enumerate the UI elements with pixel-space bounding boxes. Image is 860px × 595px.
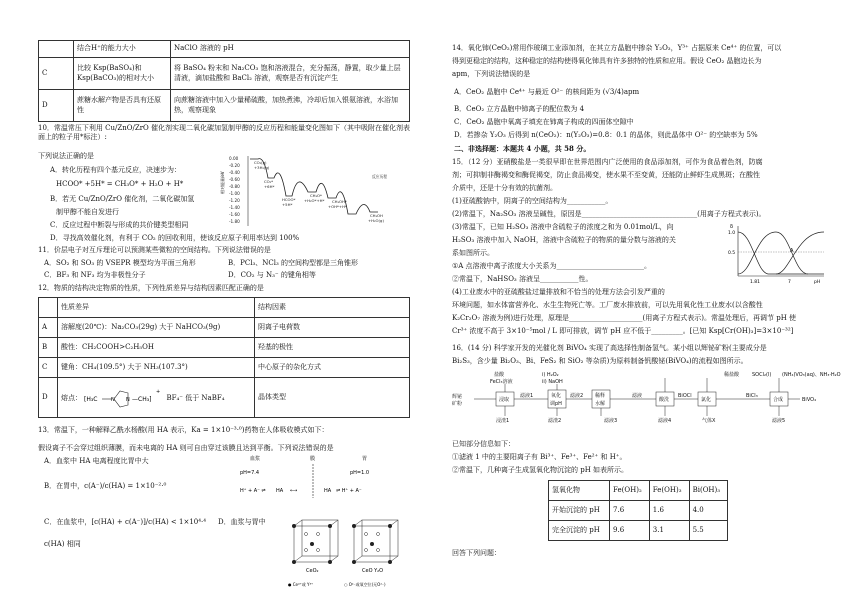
- q13-option-c: C．在血浆中，[c(HA) + c(A⁻)]/c(HA) < 1×10⁴·⁴: [44, 518, 207, 526]
- legend-ce: ● Ce⁴⁺或 Y³⁺: [288, 582, 314, 587]
- membrane-label: 膜: [310, 456, 316, 462]
- species-label: +5H*: [282, 202, 293, 207]
- q15-part3b: H₂SO₃ 溶液中加入 NaOH，溶液中含硫粒子的物质的量分数与溶液的关: [452, 236, 676, 244]
- q14-stem2: 得到更稳定的结构，这种稳定的结构使得氧化铈具有许多独特的性质和应用。假设 CeO₂ 晶胞边长为: [452, 57, 762, 65]
- ceoy2o-label: CeO Y₂O: [362, 568, 384, 574]
- table-row: A 溶解度(20℃)：Na₂CO₃(29g) 大于 NaHCO₃(9g) 阴离子电荷数: [39, 318, 410, 338]
- svg-text:酸洗: 酸洗: [659, 397, 670, 403]
- q13-line2: 假设离子不会穿过组织薄膜，而未电离的 HA 则可自由穿过该膜且达到平衡。下列说法错误的是: [38, 444, 334, 452]
- species-label: CO₂(g): [254, 160, 267, 165]
- svg-text:BiCl₃: BiCl₃: [746, 393, 758, 399]
- q14-option-a: A．CeO₂ 晶胞中 Ce⁴⁺ 与最近 O²⁻ 的核间距为 (√3/4)apm: [454, 88, 640, 96]
- table-row: D 蔗糖水解产物是否具有还原性 向蔗糖溶液中加入少量稀硫酸，加热煮沸，冷却后加入银氨溶液，水浴加热，观察现象: [39, 90, 410, 122]
- ceo2-label: CeO₂: [306, 568, 319, 574]
- ytick: 0.00: [229, 156, 239, 161]
- table-row: 完全沉淀的 pH 9.6 3.1 5.5: [549, 521, 728, 541]
- svg-text:—CH₃]: —CH₃]: [132, 395, 152, 403]
- q15-part3d: ①A 点溶液中离子浓度大小关系为_________________________。: [452, 262, 652, 270]
- table-row: 结合H⁺的能力大小 NaClO 溶液的 pH: [39, 41, 410, 58]
- q14-stem3: apm，下列说法错误的是: [452, 70, 531, 78]
- q15-line1: 15．（12 分）亚硝酸盐是一类很早即在世界范围内广泛使用的食品添加剂，可作为食品着色剂，防腐: [452, 158, 763, 166]
- species-label: +OH*+H*: [328, 204, 347, 209]
- ytick: -0.80: [229, 184, 240, 189]
- q11-option-a: A．SO₂ 和 SO₃ 的 VSEPR 模型均为平面三角形: [44, 259, 196, 267]
- q10-option-d: D．寻找高效催化剂，有利于 CO₂ 的回收利用，使该反应原子利用率达到 100%: [50, 234, 300, 242]
- q15-part4b: 环境问题，如水体富营养化、水生生物死亡等。工厂废水排放前，可以先用氧化性工业废水(以含酸性: [452, 301, 763, 309]
- svg-text:H⁺ + A⁻ ⇌: H⁺ + A⁻ ⇌: [240, 488, 266, 494]
- ytick: -1.60: [229, 212, 240, 217]
- q15-part3: (3)常温下，已知 H₂SO₃ 溶液中含硫粒子的浓度之和为 0.01mol/L，向: [452, 223, 674, 231]
- imidazolium-structure-image: [84, 385, 164, 411]
- q9-table: [38, 40, 410, 122]
- svg-text:+: +: [156, 388, 161, 395]
- table-row: C 键角：CH₄(109.5°) 大于 NH₃(107.3°) 中心原子的杂化方式: [39, 358, 410, 378]
- species-label: +6H*: [264, 184, 275, 189]
- ytick: -0.40: [229, 170, 240, 175]
- q14-option-d: D．若掺杂 Y₂O₃ 后得到 n(CeO₂)：n(Y₂O₃)=0.8：0.1 的晶体，则此晶体中 O²⁻ 的空缺率为 5%: [454, 131, 758, 139]
- q15-part2: (2)常温下，Na₂SO₃ 溶液呈碱性，原因是_________________________________(用离子方程式表示)。: [452, 210, 766, 218]
- chart-ytick: 0.5: [728, 251, 736, 256]
- q10-option-c: C．反应过程中断裂与形成的共价键类型相同: [50, 221, 189, 229]
- table-row: C 比较 Ksp(BaSO₄)和 Ksp(BaCO₃)的相对大小 将 BaSO₄ 粉末和 Na₂CO₃ 饱和溶液混合，充分振荡，静置，取少量上层清液，滴加盐酸和 BaCl₂ 溶液，观察是否有沉淀产生: [39, 58, 410, 90]
- legend-o: ○ O²⁻或氧空位(无O²⁻): [344, 582, 386, 587]
- svg-text:稀释: 稀释: [595, 393, 606, 399]
- svg-text:滤液1: 滤液1: [520, 393, 534, 399]
- q11-option-b: B．PCl₃、NCl₃ 的空间构型都是三角锥形: [228, 259, 359, 267]
- ytick: -1.00: [229, 191, 240, 196]
- svg-text:调pH: 调pH: [550, 401, 562, 407]
- q10-ask: 下列说法正确的是: [38, 152, 94, 160]
- svg-text:SOCl₂(l): SOCl₂(l): [752, 372, 772, 378]
- q10-option-a: A．转化历程有四个基元反应，决速步为：: [50, 166, 182, 174]
- species-label: CH₃OH: [370, 213, 383, 218]
- q15-part1: (1)亚硫酸钠中，阴离子的空间结构为___________。: [452, 197, 613, 205]
- svg-text:BiOCl: BiOCl: [678, 393, 692, 399]
- crystal-cells-diagram: [288, 520, 408, 592]
- svg-text:N: N: [111, 396, 115, 403]
- q13-option-d2: c(HA) 相同: [44, 540, 81, 548]
- chart-xlabel: pH: [814, 280, 821, 285]
- blood-label: 血浆: [250, 456, 261, 462]
- species-label: CH₃O*: [310, 193, 322, 198]
- svg-text:滤液5: 滤液5: [772, 418, 786, 424]
- q16-line1: 16．(14 分) 科学家开发的光催化剂 BiVO₄ 实现了高选择性制备氢气。某小组以辉铋矿粉(主要成分是: [452, 344, 767, 352]
- energy-ylabel: 相对能量/eV: [220, 171, 225, 194]
- q10-option-b2: 制甲醇不能自发进行: [56, 208, 119, 216]
- svg-text:ii) NaOH: ii) NaOH: [542, 379, 563, 385]
- stomach-label: 胃: [362, 456, 368, 462]
- chart-ylabel: δ: [730, 224, 734, 230]
- q15-part4c: K₂Cr₂O₇ 溶液为例)进行处理，原理是_____________________(用离子方程式表示)。常温处理后，再调节 pH 使: [452, 314, 797, 322]
- svg-text:氯化: 氯化: [701, 397, 712, 403]
- q12-stem: 12．物质的结构决定物质的性质，下列性质差异与结构因素匹配正确的是: [38, 284, 264, 292]
- q15-part4: (4)工业废水中的亚硫酸盐过量排放和不恰当的处理方法会引发严重的: [452, 288, 665, 296]
- q10-stem: 10．常温常压下利用 Cu/ZnO/ZrO 催化剂实现二氧化碳加氢制甲醇的反应历程和能量变化图如下（其中吸附在催化剂表面上的粒子用*标注）:: [38, 124, 410, 142]
- q10-option-a-eq: HCOO* +5H* = CH₃O* + H₂O + H*: [56, 180, 184, 188]
- part2-heading: 二、非选择题：本题共 4 小题，共 58 分。: [454, 144, 591, 153]
- svg-text:氧化: 氧化: [551, 393, 562, 399]
- svg-text:⇌ H⁺ + A⁻: ⇌ H⁺ + A⁻: [336, 488, 362, 494]
- q16-k2: ②常温下，几种离子生成氢氧化物沉淀的 pH 如表所示。: [452, 466, 629, 474]
- species-label: +3H₂(g): [254, 165, 270, 170]
- chart-xtick: 7: [788, 280, 791, 285]
- svg-text:[H₃C: [H₃C: [84, 395, 98, 403]
- q13-option-a: A．血浆中 HA 电离程度比胃中大: [44, 457, 149, 465]
- q13-option-b: B．在胃中，c(A⁻)/c(HA) = 1×10⁻²·⁰: [44, 482, 167, 490]
- svg-text:(NH₄)VO₃(aq)、NH₃·H₂O: (NH₄)VO₃(aq)、NH₃·H₂O: [782, 372, 841, 378]
- svg-text:矿粉: 矿粉: [452, 401, 463, 407]
- ytick: -0.60: [229, 177, 240, 182]
- q12-table: [38, 297, 410, 418]
- svg-text:FeCl₃溶液: FeCl₃溶液: [490, 379, 513, 385]
- species-label: +H₂O*+H*: [304, 198, 325, 203]
- q14-option-b: B．CeO₂ 立方晶胞中铈离子的配位数为 4: [454, 105, 585, 113]
- table-row: 氢氧化物 Fe(OH)₂ Fe(OH)₃ Bi(OH)₃: [549, 481, 728, 501]
- svg-text:HA: HA: [324, 488, 332, 494]
- table-row: 开始沉淀的 pH 7.6 1.6 4.0: [549, 501, 728, 521]
- q15-part3c: 系如图所示。: [452, 249, 494, 257]
- svg-text:水解: 水解: [595, 401, 606, 407]
- species-label: HCOO*: [282, 197, 296, 202]
- q16-precip-table: [548, 480, 728, 541]
- table-row: B 酸性：CH₂COOH>C₂H₅OH 羟基的极性: [39, 338, 410, 358]
- svg-text:浸渣1: 浸渣1: [496, 418, 510, 424]
- svg-text:BiVO₄: BiVO₄: [802, 397, 817, 403]
- svg-text:辉铋: 辉铋: [452, 394, 463, 400]
- chart-ytick: 1.0: [728, 231, 736, 236]
- ytick: -1.40: [229, 205, 240, 210]
- q11-option-c: C．BF₃ 和 NF₃ 均为非极性分子: [44, 271, 146, 279]
- table-row: D 熔点： [H₃C N N —CH₃] + BF₄⁻ 低于 NaBF₄ 晶体类型: [39, 378, 410, 418]
- svg-text:HA: HA: [276, 488, 284, 494]
- ytick: -0.20: [229, 163, 240, 168]
- table-row: 性质差异 结构因素: [39, 298, 410, 318]
- species-label: +H₂O(g): [368, 218, 384, 223]
- ph-blood: pH=7.4: [240, 470, 260, 476]
- ytick: -1.20: [229, 198, 240, 203]
- q13-option-d: D．血浆与胃中: [218, 518, 266, 526]
- q16-answer-prompt: 回答下列问题：: [452, 549, 501, 557]
- q10-option-b: B．若无 Cu/ZnO/ZrO 催化剂，二氧化碳加氢: [50, 195, 195, 203]
- axis-label: 反应历程: [372, 174, 388, 179]
- q14-stem: 14．氧化铈(CeO₂)常用作玻璃工业添加剂，在其立方晶胞中掺杂 Y₂O₃，Y³⁺ 占据原来 Ce⁴⁺ 的位置，可以: [452, 44, 782, 52]
- q16-k1: ①滤液 1 中的主要阳离子有 Bi³⁺、Fe³⁺、Fe²⁺ 和 H⁺。: [452, 453, 627, 461]
- svg-text:⟷: ⟷: [290, 488, 298, 494]
- ph-stomach: pH=1.0: [350, 470, 370, 476]
- svg-text:滤液4: 滤液4: [658, 418, 672, 424]
- q15-line2: 剂；可抑制非酶褐变和酶促褐变，防止食品褐变，使水果不至变黄，还能防止鲜虾生成黑斑；在酸性: [452, 171, 760, 179]
- q15-line3: 介质中，还是十分有效的抗菌剂。: [452, 184, 557, 192]
- svg-text:N: N: [126, 396, 130, 403]
- svg-text:盐酸: 盐酸: [494, 372, 505, 378]
- q15-part4d: Cr³⁺ 浓度不高于 3×10⁻⁵mol / L 即可排放，调节 pH 应不低于_________。[已知 Ksp[Cr(OH)₃]=3×10⁻³²]: [452, 327, 794, 335]
- q16-known: 已知部分信息如下：: [452, 440, 515, 448]
- energy-profile-diagram: [220, 152, 410, 230]
- q16-line2: Bi₂S₃，含少量 Bi₂O₃、Bi、FeS₂ 和 SiO₂ 等杂质)为原料制备钒酸铋(BiVO₄)的流程如图所示。: [452, 357, 748, 365]
- ytick: -1.80: [229, 219, 240, 224]
- q14-option-c: C．CeO₂ 晶胞中氧离子填充在铈离子构成的四面体空隙中: [454, 118, 634, 126]
- chart-point-a: A: [790, 248, 794, 254]
- svg-text:浸取: 浸取: [499, 397, 510, 403]
- process-flowchart: [452, 370, 841, 430]
- svg-text:i) H₂O₂: i) H₂O₂: [542, 372, 559, 378]
- membrane-diagram: [238, 452, 388, 502]
- svg-text:滤液: 滤液: [632, 393, 643, 399]
- ph-fraction-chart: [728, 222, 828, 286]
- svg-text:滤液2: 滤液2: [570, 393, 584, 399]
- species-label: CO₂*: [264, 179, 274, 184]
- chart-xtick: 1.81: [750, 280, 761, 285]
- species-label: CH₃OH*: [332, 199, 347, 204]
- svg-text:滤渣2: 滤渣2: [548, 418, 562, 424]
- svg-text:气体X: 气体X: [702, 418, 716, 424]
- svg-text:滤液3: 滤液3: [604, 418, 618, 424]
- q11-option-d: D．CO₂ 与 N₃⁻ 的键角相等: [228, 271, 316, 279]
- svg-text:稀盐酸: 稀盐酸: [724, 372, 740, 378]
- q15-part3e: ②常温下，NaHSO₃ 溶液呈___________性。: [452, 275, 593, 283]
- q11-stem: 11．价层电子对互斥理论可以预测某些微粒的空间结构。下列说法错误的是: [38, 246, 271, 254]
- q13-stem: 13．常温下，一种解释乙酰水杨酸(用 HA 表示，Ka = 1×10⁻³·⁰)药物在人体吸收模式如下：: [38, 426, 329, 434]
- svg-text:合成: 合成: [773, 397, 784, 403]
